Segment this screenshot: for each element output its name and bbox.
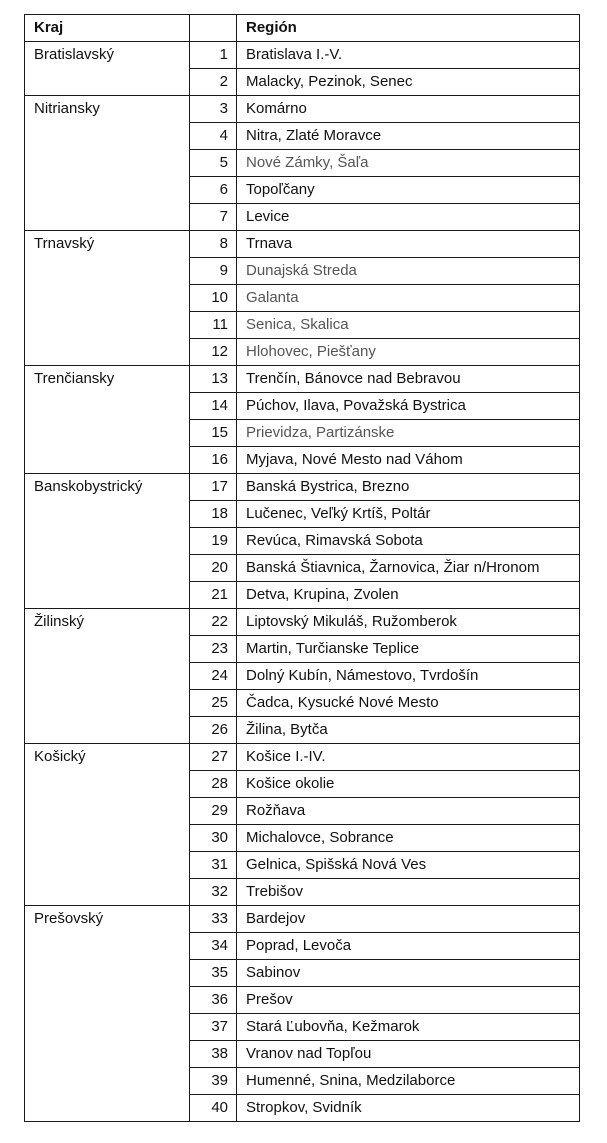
region-name-cell: Košice I.-IV.: [237, 744, 580, 771]
table-row: [25, 474, 580, 501]
region-number-cell: 17: [190, 474, 237, 501]
table-row: [25, 906, 580, 933]
region-name-cell: Topoľčany: [237, 177, 580, 204]
region-number-cell: 2: [190, 69, 237, 96]
region-number-cell: 12: [190, 339, 237, 366]
header-region: Región: [237, 15, 580, 42]
region-number-cell: 5: [190, 150, 237, 177]
region-name-cell: Hlohovec, Piešťany: [237, 339, 580, 366]
region-number-cell: 36: [190, 987, 237, 1014]
region-name-cell: Bardejov: [237, 906, 580, 933]
kraj-cell: Nitriansky: [25, 96, 190, 231]
region-number-cell: 33: [190, 906, 237, 933]
region-number-cell: 22: [190, 609, 237, 636]
region-name-cell: Lučenec, Veľký Krtíš, Poltár: [237, 501, 580, 528]
region-number-cell: 30: [190, 825, 237, 852]
table-row: [25, 744, 580, 771]
kraj-cell: Prešovský: [25, 906, 190, 1122]
region-name-cell: Sabinov: [237, 960, 580, 987]
region-name-cell: Vranov nad Topľou: [237, 1041, 580, 1068]
region-number-cell: 25: [190, 690, 237, 717]
region-number-cell: 28: [190, 771, 237, 798]
kraj-cell: Žilinský: [25, 609, 190, 744]
region-name-cell: Dunajská Streda: [237, 258, 580, 285]
region-name-cell: Gelnica, Spišská Nová Ves: [237, 852, 580, 879]
region-name-cell: Humenné, Snina, Medzilaborce: [237, 1068, 580, 1095]
region-number-cell: 23: [190, 636, 237, 663]
table-row: [25, 42, 580, 69]
region-number-cell: 26: [190, 717, 237, 744]
region-number-cell: 7: [190, 204, 237, 231]
table-row: [25, 609, 580, 636]
header-row: [25, 15, 580, 42]
region-number-cell: 20: [190, 555, 237, 582]
region-number-cell: 3: [190, 96, 237, 123]
region-name-cell: Levice: [237, 204, 580, 231]
region-number-cell: 13: [190, 366, 237, 393]
region-name-cell: Martin, Turčianske Teplice: [237, 636, 580, 663]
region-name-cell: Dolný Kubín, Námestovo, Tvrdošín: [237, 663, 580, 690]
kraj-cell: Banskobystrický: [25, 474, 190, 609]
header-kraj: Kraj: [25, 15, 190, 42]
region-number-cell: 32: [190, 879, 237, 906]
table-row: [25, 231, 580, 258]
table-body: [25, 42, 580, 1122]
region-number-cell: 27: [190, 744, 237, 771]
region-number-cell: 37: [190, 1014, 237, 1041]
kraj-cell: Trnavský: [25, 231, 190, 366]
region-name-cell: Púchov, Ilava, Považská Bystrica: [237, 393, 580, 420]
region-number-cell: 16: [190, 447, 237, 474]
table-row: [25, 96, 580, 123]
kraj-cell: Košický: [25, 744, 190, 906]
region-name-cell: Žilina, Bytča: [237, 717, 580, 744]
region-number-cell: 1: [190, 42, 237, 69]
region-number-cell: 18: [190, 501, 237, 528]
region-name-cell: Revúca, Rimavská Sobota: [237, 528, 580, 555]
region-number-cell: 8: [190, 231, 237, 258]
region-number-cell: 38: [190, 1041, 237, 1068]
region-number-cell: 9: [190, 258, 237, 285]
region-name-cell: Myjava, Nové Mesto nad Váhom: [237, 447, 580, 474]
region-name-cell: Košice okolie: [237, 771, 580, 798]
region-number-cell: 35: [190, 960, 237, 987]
region-name-cell: Nitra, Zlaté Moravce: [237, 123, 580, 150]
region-name-cell: Čadca, Kysucké Nové Mesto: [237, 690, 580, 717]
region-name-cell: Nové Zámky, Šaľa: [237, 150, 580, 177]
region-name-cell: Komárno: [237, 96, 580, 123]
region-name-cell: Rožňava: [237, 798, 580, 825]
region-number-cell: 39: [190, 1068, 237, 1095]
region-number-cell: 21: [190, 582, 237, 609]
header-number: [190, 15, 237, 42]
region-name-cell: Trebišov: [237, 879, 580, 906]
region-number-cell: 34: [190, 933, 237, 960]
region-number-cell: 11: [190, 312, 237, 339]
region-name-cell: Bratislava I.-V.: [237, 42, 580, 69]
region-name-cell: Senica, Skalica: [237, 312, 580, 339]
kraj-cell: Bratislavský: [25, 42, 190, 96]
region-number-cell: 24: [190, 663, 237, 690]
region-number-cell: 40: [190, 1095, 237, 1122]
region-number-cell: 14: [190, 393, 237, 420]
table-row: [25, 366, 580, 393]
region-name-cell: Malacky, Pezinok, Senec: [237, 69, 580, 96]
region-number-cell: 10: [190, 285, 237, 312]
region-number-cell: 29: [190, 798, 237, 825]
region-name-cell: Prešov: [237, 987, 580, 1014]
table-header: [25, 15, 580, 42]
region-number-cell: 4: [190, 123, 237, 150]
region-number-cell: 6: [190, 177, 237, 204]
kraj-cell: Trenčiansky: [25, 366, 190, 474]
regions-table: [24, 14, 580, 1122]
region-number-cell: 15: [190, 420, 237, 447]
region-name-cell: Galanta: [237, 285, 580, 312]
region-name-cell: Banská Štiavnica, Žarnovica, Žiar n/Hronom: [237, 555, 580, 582]
region-name-cell: Poprad, Levoča: [237, 933, 580, 960]
region-name-cell: Liptovský Mikuláš, Ružomberok: [237, 609, 580, 636]
region-number-cell: 31: [190, 852, 237, 879]
region-number-cell: 19: [190, 528, 237, 555]
region-name-cell: Prievidza, Partizánske: [237, 420, 580, 447]
region-name-cell: Trenčín, Bánovce nad Bebravou: [237, 366, 580, 393]
region-name-cell: Stará Ľubovňa, Kežmarok: [237, 1014, 580, 1041]
region-name-cell: Detva, Krupina, Zvolen: [237, 582, 580, 609]
region-name-cell: Stropkov, Svidník: [237, 1095, 580, 1122]
region-name-cell: Trnava: [237, 231, 580, 258]
region-name-cell: Michalovce, Sobrance: [237, 825, 580, 852]
region-name-cell: Banská Bystrica, Brezno: [237, 474, 580, 501]
